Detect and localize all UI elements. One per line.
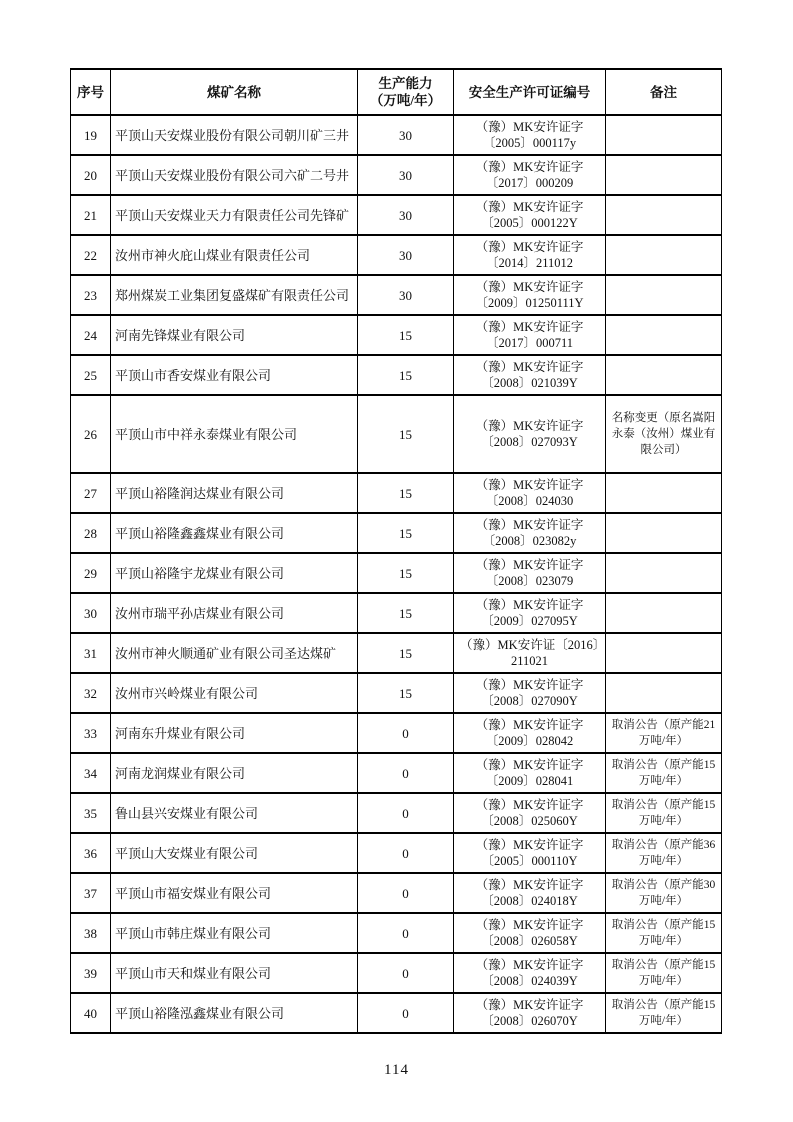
capacity-cell: 0 <box>358 793 454 833</box>
capacity-cell: 15 <box>358 553 454 593</box>
serial-number-cell: 25 <box>71 355 111 395</box>
mine-name-cell: 平顶山天安煤业股份有限公司朝川矿三井 <box>111 115 358 155</box>
capacity-cell: 15 <box>358 355 454 395</box>
license-cell: （豫）MK安许证字〔2008〕024030 <box>454 473 606 513</box>
table-row <box>71 315 722 355</box>
remark-cell <box>606 195 722 235</box>
mine-name-cell: 河南东升煤业有限公司 <box>111 713 358 753</box>
header-remark: 备注 <box>606 69 722 115</box>
table-row <box>71 355 722 395</box>
page-number: 114 <box>384 1062 409 1078</box>
mine-name-cell: 平顶山市天和煤业有限公司 <box>111 953 358 993</box>
remark-cell <box>606 355 722 395</box>
table-row <box>71 395 722 473</box>
table-row <box>71 593 722 633</box>
license-cell: （豫）MK安许证字〔2009〕028042 <box>454 713 606 753</box>
mine-name-cell: 汝州市兴岭煤业有限公司 <box>111 673 358 713</box>
license-cell: （豫）MK安许证字〔2005〕000122Y <box>454 195 606 235</box>
serial-number-cell: 33 <box>71 713 111 753</box>
serial-number-cell: 24 <box>71 315 111 355</box>
capacity-cell: 15 <box>358 513 454 553</box>
license-cell: （豫）MK安许证字〔2009〕028041 <box>454 753 606 793</box>
table-body <box>71 115 722 1033</box>
remark-cell <box>606 593 722 633</box>
mine-name-cell: 平顶山大安煤业有限公司 <box>111 833 358 873</box>
mine-name-cell: 河南龙润煤业有限公司 <box>111 753 358 793</box>
table-row <box>71 633 722 673</box>
capacity-cell: 15 <box>358 473 454 513</box>
remark-cell: 取消公告（原产能36万吨/年） <box>606 833 722 873</box>
table-row <box>71 953 722 993</box>
capacity-cell: 30 <box>358 275 454 315</box>
remark-cell <box>606 275 722 315</box>
capacity-cell: 30 <box>358 195 454 235</box>
capacity-cell: 15 <box>358 315 454 355</box>
remark-cell <box>606 115 722 155</box>
serial-number-cell: 38 <box>71 913 111 953</box>
serial-number-cell: 31 <box>71 633 111 673</box>
table-row <box>71 115 722 155</box>
license-cell: （豫）MK安许证字〔2008〕024039Y <box>454 953 606 993</box>
license-cell: （豫）MK安许证字〔2008〕026070Y <box>454 993 606 1033</box>
remark-cell <box>606 673 722 713</box>
mine-name-cell: 平顶山裕隆鑫鑫煤业有限公司 <box>111 513 358 553</box>
license-cell: （豫）MK安许证字〔2008〕023082y <box>454 513 606 553</box>
serial-number-cell: 20 <box>71 155 111 195</box>
table-row <box>71 195 722 235</box>
table-row <box>71 713 722 753</box>
serial-number-cell: 32 <box>71 673 111 713</box>
remark-cell <box>606 633 722 673</box>
remark-cell: 取消公告（原产能15万吨/年） <box>606 913 722 953</box>
serial-number-cell: 39 <box>71 953 111 993</box>
serial-number-cell: 23 <box>71 275 111 315</box>
table-row <box>71 873 722 913</box>
header-capacity-line2: （万吨/年） <box>369 93 442 108</box>
header-mine-name: 煤矿名称 <box>111 69 358 115</box>
header-serial-number: 序号 <box>71 69 111 115</box>
remark-cell: 取消公告（原产能15万吨/年） <box>606 953 722 993</box>
mine-name-cell: 平顶山裕隆泓鑫煤业有限公司 <box>111 993 358 1033</box>
table-row <box>71 753 722 793</box>
license-cell: （豫）MK安许证字〔2008〕026058Y <box>454 913 606 953</box>
license-cell: （豫）MK安许证字〔2008〕024018Y <box>454 873 606 913</box>
serial-number-cell: 22 <box>71 235 111 275</box>
license-cell: （豫）MK安许证字〔2008〕023079 <box>454 553 606 593</box>
remark-cell <box>606 235 722 275</box>
serial-number-cell: 40 <box>71 993 111 1033</box>
capacity-cell: 0 <box>358 713 454 753</box>
mine-name-cell: 郑州煤炭工业集团复盛煤矿有限责任公司 <box>111 275 358 315</box>
capacity-cell: 0 <box>358 913 454 953</box>
remark-cell: 名称变更（原名嵩阳永泰（汝州）煤业有限公司） <box>606 395 722 473</box>
license-cell: （豫）MK安许证字〔2008〕027093Y <box>454 395 606 473</box>
license-cell: （豫）MK安许证字〔2005〕000110Y <box>454 833 606 873</box>
capacity-cell: 30 <box>358 235 454 275</box>
table-row <box>71 913 722 953</box>
remark-cell: 取消公告（原产能15万吨/年） <box>606 753 722 793</box>
table-row <box>71 473 722 513</box>
mine-name-cell: 平顶山市香安煤业有限公司 <box>111 355 358 395</box>
serial-number-cell: 29 <box>71 553 111 593</box>
license-cell: （豫）MK安许证字〔2009〕027095Y <box>454 593 606 633</box>
capacity-cell: 15 <box>358 395 454 473</box>
remark-cell: 取消公告（原产能21万吨/年） <box>606 713 722 753</box>
serial-number-cell: 19 <box>71 115 111 155</box>
mine-name-cell: 平顶山裕隆润达煤业有限公司 <box>111 473 358 513</box>
table-row <box>71 833 722 873</box>
mine-name-cell: 平顶山市中祥永泰煤业有限公司 <box>111 395 358 473</box>
serial-number-cell: 34 <box>71 753 111 793</box>
serial-number-cell: 27 <box>71 473 111 513</box>
capacity-cell: 30 <box>358 115 454 155</box>
remark-cell <box>606 553 722 593</box>
remark-cell: 取消公告（原产能30万吨/年） <box>606 873 722 913</box>
serial-number-cell: 37 <box>71 873 111 913</box>
license-cell: （豫）MK安许证字〔2014〕211012 <box>454 235 606 275</box>
license-cell: （豫）MK安许证字〔2008〕021039Y <box>454 355 606 395</box>
license-cell: （豫）MK安许证〔2016〕211021 <box>454 633 606 673</box>
serial-number-cell: 26 <box>71 395 111 473</box>
remark-cell <box>606 155 722 195</box>
capacity-cell: 0 <box>358 753 454 793</box>
table-row <box>71 793 722 833</box>
serial-number-cell: 30 <box>71 593 111 633</box>
serial-number-cell: 28 <box>71 513 111 553</box>
remark-cell: 取消公告（原产能15万吨/年） <box>606 793 722 833</box>
table-row <box>71 235 722 275</box>
table-row <box>71 155 722 195</box>
capacity-cell: 0 <box>358 833 454 873</box>
serial-number-cell: 21 <box>71 195 111 235</box>
serial-number-cell: 36 <box>71 833 111 873</box>
table-row <box>71 673 722 713</box>
remark-cell <box>606 513 722 553</box>
capacity-cell: 15 <box>358 673 454 713</box>
table-row <box>71 993 722 1033</box>
capacity-cell: 0 <box>358 873 454 913</box>
header-license-number: 安全生产许可证编号 <box>454 69 606 115</box>
mine-name-cell: 河南先锋煤业有限公司 <box>111 315 358 355</box>
header-production-capacity <box>358 69 454 115</box>
capacity-cell: 30 <box>358 155 454 195</box>
serial-number-cell: 35 <box>71 793 111 833</box>
remark-cell <box>606 473 722 513</box>
mine-name-cell: 平顶山裕隆宇龙煤业有限公司 <box>111 553 358 593</box>
capacity-cell: 15 <box>358 633 454 673</box>
table-row <box>71 553 722 593</box>
remark-cell: 取消公告（原产能15万吨/年） <box>606 993 722 1033</box>
remark-cell <box>606 315 722 355</box>
license-cell: （豫）MK安许证字〔2008〕027090Y <box>454 673 606 713</box>
mine-name-cell: 鲁山县兴安煤业有限公司 <box>111 793 358 833</box>
capacity-cell: 15 <box>358 593 454 633</box>
coal-mine-table <box>70 68 722 1034</box>
license-cell: （豫）MK安许证字〔2017〕000209 <box>454 155 606 195</box>
header-capacity-line1: 生产能力 <box>378 76 433 91</box>
mine-name-cell: 汝州市神火顺通矿业有限公司圣达煤矿 <box>111 633 358 673</box>
table-row <box>71 275 722 315</box>
license-cell: （豫）MK安许证字〔2008〕025060Y <box>454 793 606 833</box>
table-header-row <box>71 69 722 115</box>
capacity-cell: 0 <box>358 953 454 993</box>
mine-name-cell: 平顶山天安煤业天力有限责任公司先锋矿 <box>111 195 358 235</box>
mine-name-cell: 平顶山天安煤业股份有限公司六矿二号井 <box>111 155 358 195</box>
license-cell: （豫）MK安许证字〔2009〕01250111Y <box>454 275 606 315</box>
license-cell: （豫）MK安许证字〔2017〕000711 <box>454 315 606 355</box>
mine-name-cell: 汝州市神火庇山煤业有限责任公司 <box>111 235 358 275</box>
table-row <box>71 513 722 553</box>
mine-name-cell: 汝州市瑞平孙店煤业有限公司 <box>111 593 358 633</box>
license-cell: （豫）MK安许证字〔2005〕000117y <box>454 115 606 155</box>
mine-name-cell: 平顶山市韩庄煤业有限公司 <box>111 913 358 953</box>
mine-name-cell: 平顶山市福安煤业有限公司 <box>111 873 358 913</box>
capacity-cell: 0 <box>358 993 454 1033</box>
